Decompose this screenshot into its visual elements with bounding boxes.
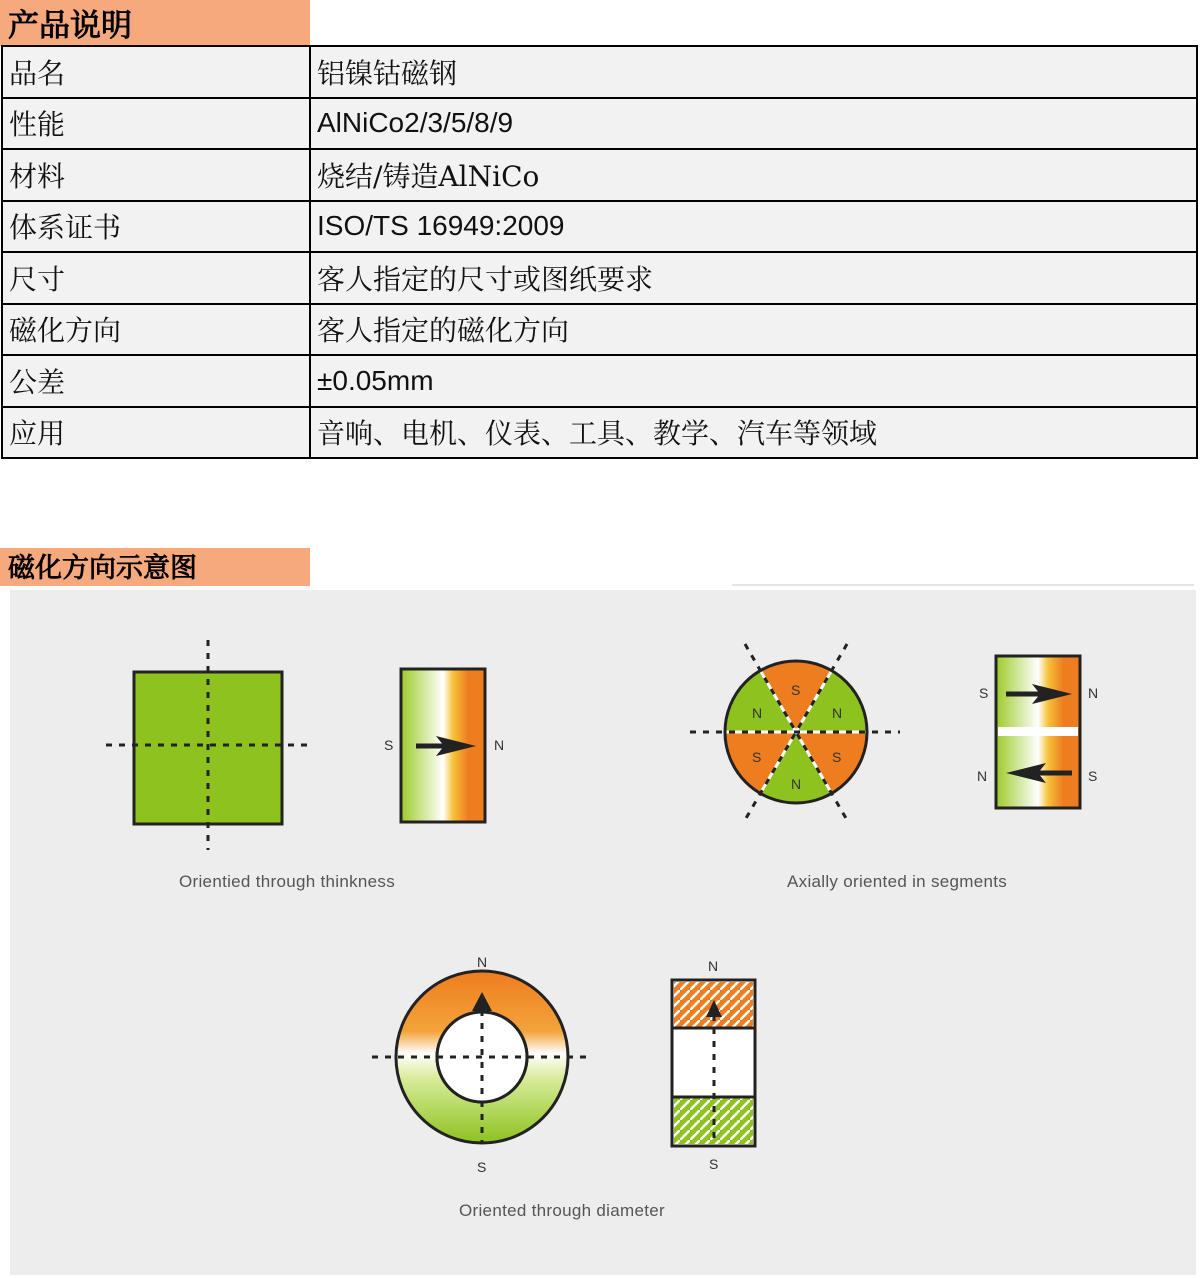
bar-magnet-1	[384, 669, 504, 822]
table-row	[2, 46, 1197, 98]
pole-label-south: S	[979, 685, 989, 701]
ring-cross-section	[672, 958, 755, 1172]
pole-label-north: N	[477, 954, 488, 970]
row-label: 尺寸	[2, 252, 310, 304]
caption-segments: Axially oriented in segments	[787, 872, 1008, 891]
bar-magnet-2	[977, 656, 1098, 808]
row-label: 性能	[2, 98, 310, 150]
pole-label-south: S	[1088, 768, 1098, 784]
row-value: 烧结/铸造AlNiCo	[310, 149, 1197, 201]
table-row	[2, 201, 1197, 253]
magnetization-diagram	[10, 590, 1196, 1275]
row-label: 品名	[2, 46, 310, 98]
segment-label: S	[791, 682, 801, 698]
spec-table	[1, 45, 1198, 459]
pole-label-south: S	[477, 1159, 487, 1175]
pole-label-north: N	[977, 768, 988, 784]
section-title-product: 产品说明	[0, 0, 310, 46]
caption-thickness: Orientied through thinkness	[179, 872, 396, 891]
row-value: ±0.05mm	[310, 355, 1197, 407]
row-label: 体系证书	[2, 201, 310, 253]
row-label: 公差	[2, 355, 310, 407]
row-label: 磁化方向	[2, 304, 310, 356]
pole-label-north: N	[494, 737, 505, 753]
pole-label-south: S	[384, 737, 394, 753]
table-row	[2, 355, 1197, 407]
table-row	[2, 304, 1197, 356]
segment-label: S	[752, 749, 762, 765]
pole-label-north: N	[1088, 685, 1099, 701]
table-row	[2, 98, 1197, 150]
row-value: ISO/TS 16949:2009	[310, 201, 1197, 253]
segment-label: S	[832, 749, 842, 765]
segment-label: N	[752, 705, 763, 721]
row-value: 音响、电机、仪表、工具、教学、汽车等领域	[310, 407, 1197, 459]
row-value: 客人指定的磁化方向	[310, 304, 1197, 356]
row-label: 应用	[2, 407, 310, 459]
segment-label: N	[832, 705, 843, 721]
pole-label-south: S	[709, 1156, 719, 1172]
row-value: AlNiCo2/3/5/8/9	[310, 98, 1197, 150]
row-value: 铝镍钴磁钢	[310, 46, 1197, 98]
table-row	[2, 149, 1197, 201]
divider	[732, 584, 1194, 586]
ring-magnet	[372, 954, 592, 1175]
section-title-magnetization: 磁化方向示意图	[0, 548, 310, 586]
row-label: 材料	[2, 149, 310, 201]
square-magnet	[106, 640, 310, 850]
segment-label: N	[791, 776, 802, 792]
table-row	[2, 407, 1197, 459]
row-value: 客人指定的尺寸或图纸要求	[310, 252, 1197, 304]
table-row	[2, 252, 1197, 304]
caption-diameter: Oriented through diameter	[459, 1201, 665, 1220]
segmented-disk	[690, 644, 900, 820]
pole-label-north: N	[708, 958, 719, 974]
